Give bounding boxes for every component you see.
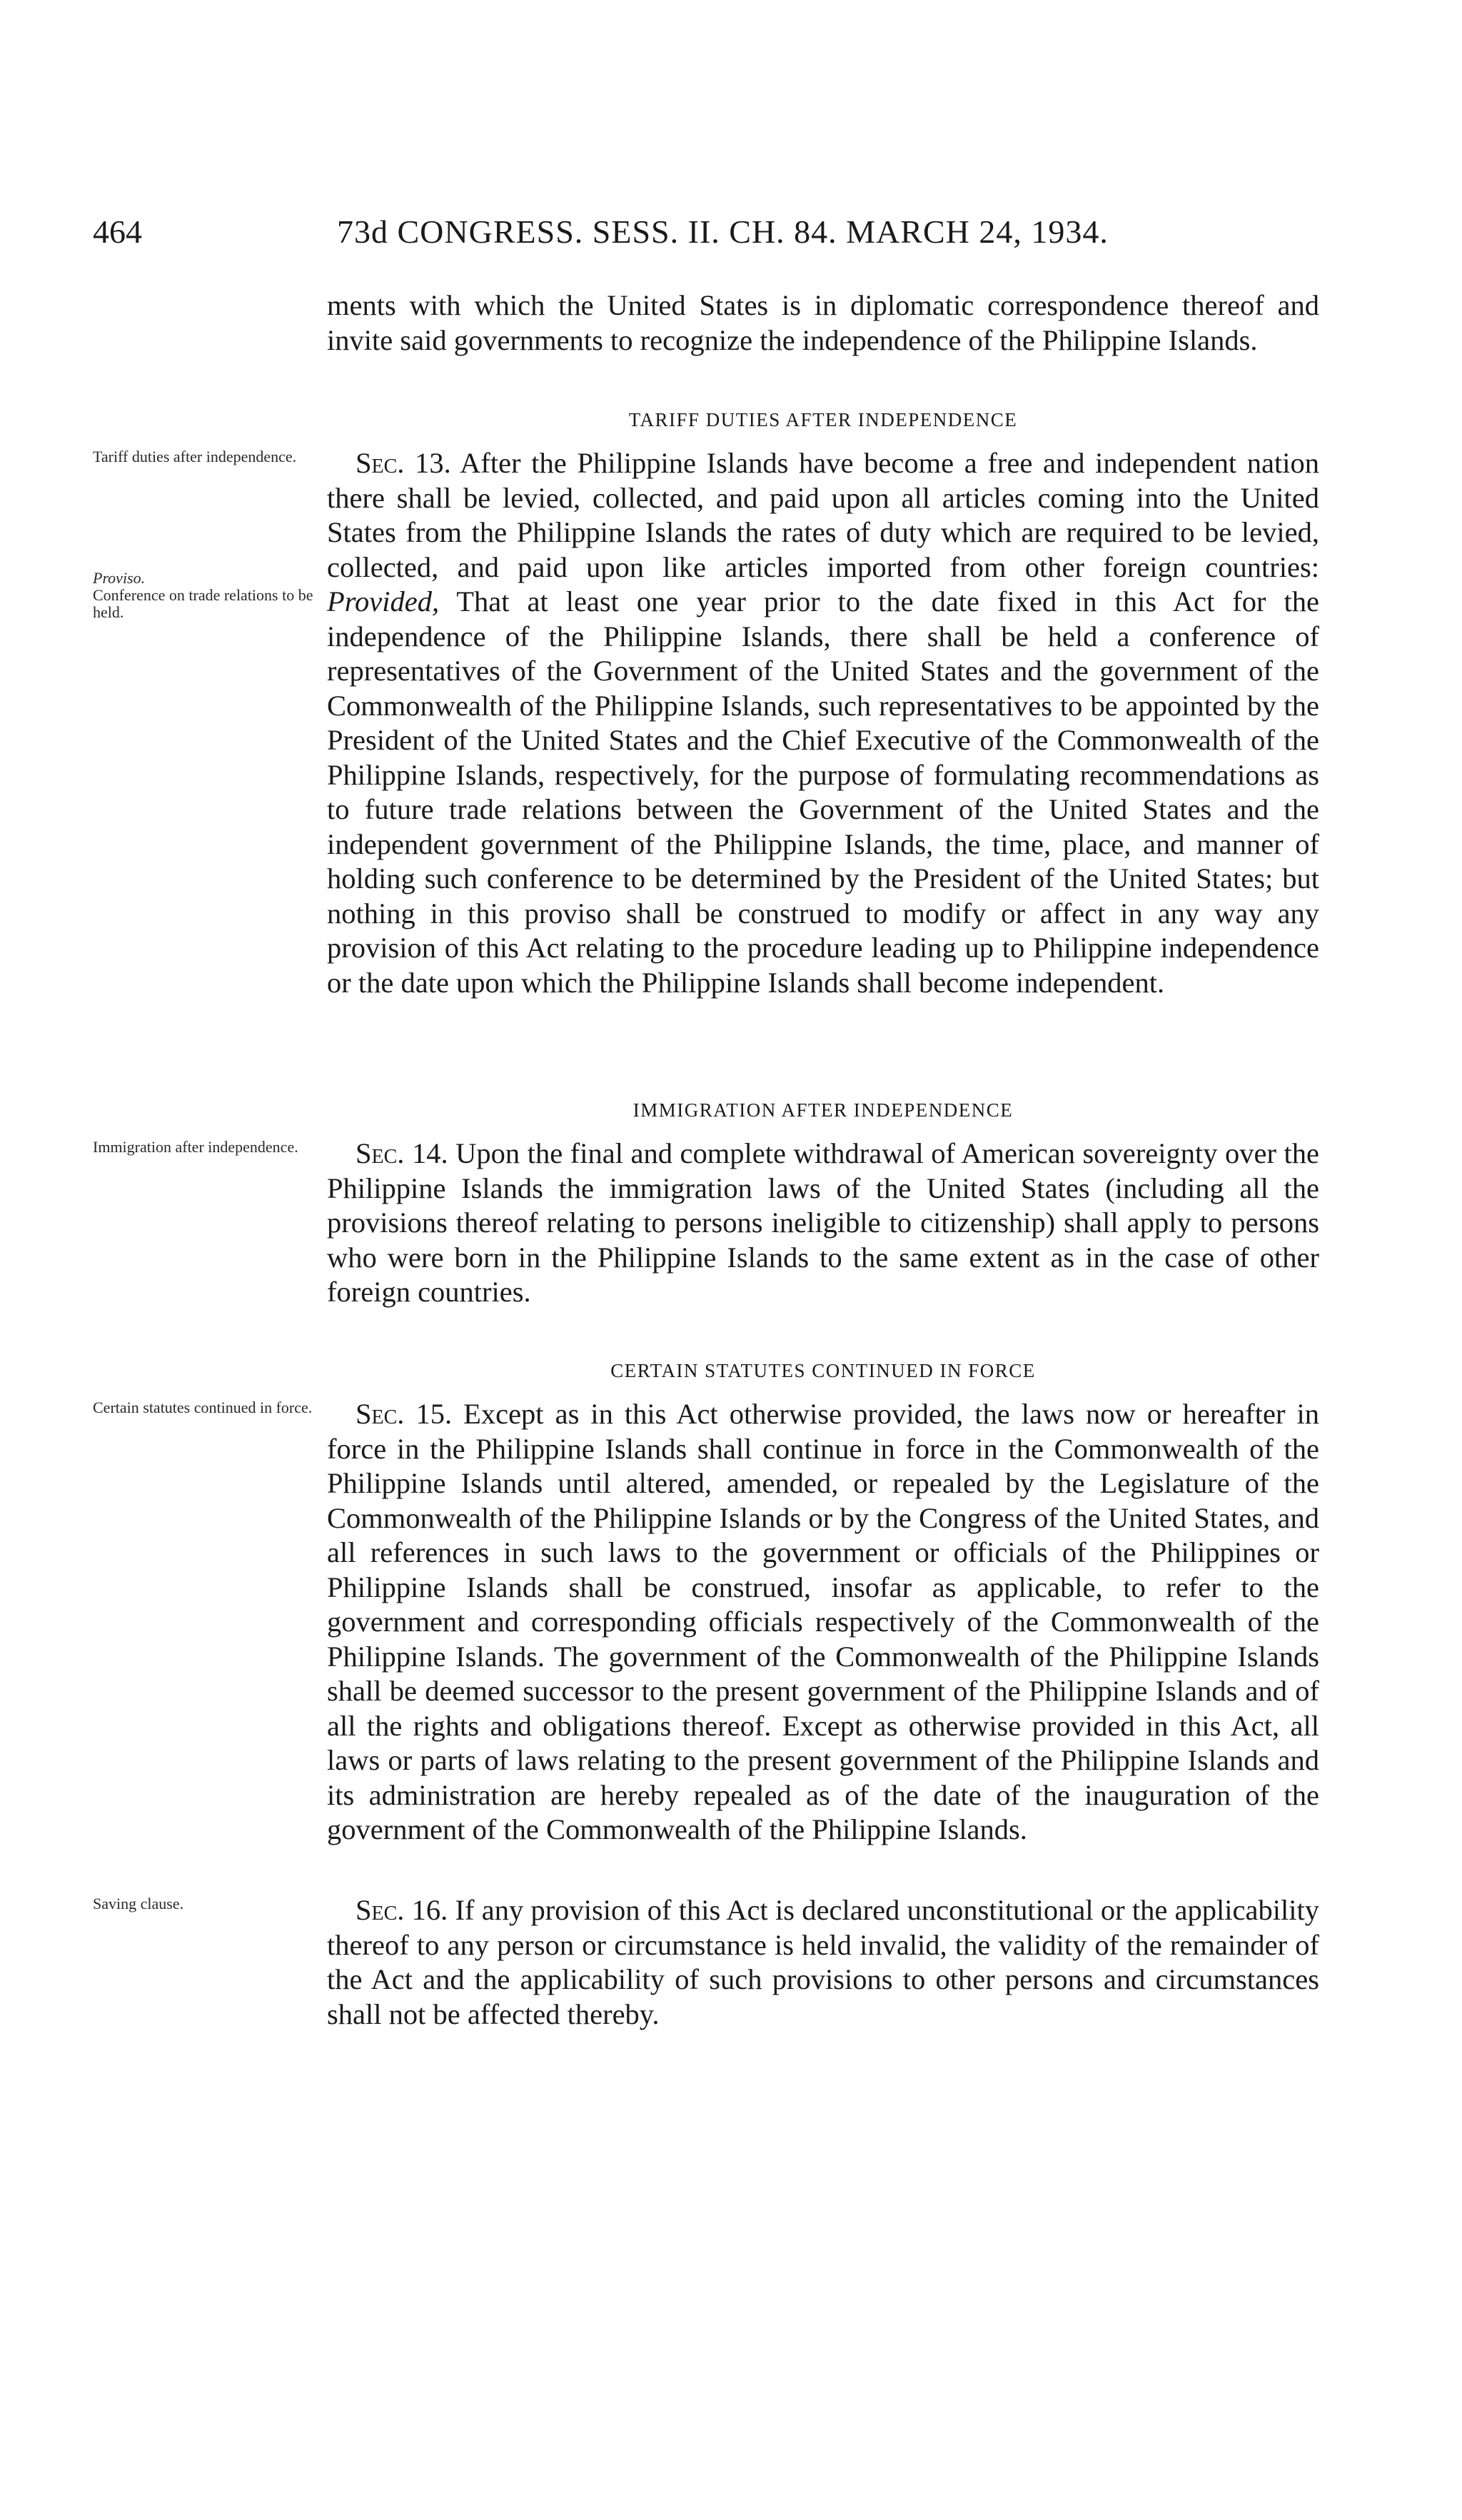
margin-note-tariff: [93, 448, 328, 465]
margin-note-conference-text: Conference on trade relations to be held.: [93, 586, 313, 621]
section-16-text: [327, 1893, 1319, 2032]
margin-note-proviso-label: Proviso.: [93, 569, 146, 587]
section-13-label: Sec. 13.: [356, 447, 451, 479]
running-head: 73d CONGRESS. SESS. II. CH. 84. MARCH 24, 1934.: [337, 213, 1109, 250]
margin-note-saving-text: Saving clause.: [93, 1895, 184, 1912]
section-13-text-a: After the Philippine Islands have become a free and independent nation there shall be levied, collected, and paid upon all articles coming into the United States from the Philippine Islands the rates of duty which are required to be levied, collected, and paid upon like articles imported from other foreign countries:: [327, 447, 1319, 583]
section-14-text: [327, 1136, 1319, 1310]
section-heading-statutes: CERTAIN STATUTES CONTINUED IN FORCE: [610, 1360, 1036, 1381]
margin-note-statutes-text: Certain statutes continued in force.: [93, 1398, 313, 1416]
page-number: 464: [93, 213, 142, 250]
section-13-paragraph: [327, 446, 1319, 1000]
section-15-body: Except as in this Act otherwise provided, the laws now or hereafter in force in the Philippine Islands shall continue in force in the Commonwealth of the Philippine Islands until altered, amended, or repealed by the Legislature of the Commonwealth of the Philippine Islands or by the Congress of the United States, and all references in such laws to the government or officials of the Philippines or Philippine Islands shall be construed, insofar as applicable, to refer to the government and corresponding officials respectively of the Commonwealth of the Philippine Islands. The government of the Commonwealth of the Philippine Islands shall be deemed successor to the present government of the Philippine Islands and of all the rights and obligations thereof. Except as otherwise provided in this Act, all laws or parts of laws relating to the present government of the Philippine Islands and its administration are hereby repealed as of the date of the inauguration of the government of the Commonwealth of the Philippine Islands.: [327, 1398, 1319, 1845]
page-header: [93, 213, 1371, 256]
section-13-provided: Provided,: [327, 585, 440, 618]
section-heading-immigration: IMMIGRATION AFTER INDEPENDENCE: [632, 1099, 1014, 1121]
section-14-paragraph: [327, 1136, 1319, 1310]
continuation-text: ments with which the United States is in diplomatic correspondence thereof and invite said governments to recognize the independence of the Philippine Islands.: [327, 289, 1319, 356]
section-16-paragraph: [327, 1893, 1319, 2032]
section-16-label: Sec. 16.: [356, 1894, 448, 1926]
section-15-text: [327, 1397, 1319, 1848]
section-13-text-b: That at least one year prior to the date fixed in this Act for the independence of the Philippine Islands, there shall be held a conference of representatives of the Government of the United States and the government of the Commonwealth of the Philippine Islands, such representatives to be appointed by the President of the United States and the Chief Executive of the Commonwealth of the Philippine Islands, respectively, for the purpose of formulating recommendations as to future trade relations between the Government of the United States and the independent government of the Philippine Islands, the time, place, and manner of holding such conference to be determined by the President of the United States; but nothing in this proviso shall be construed to modify or affect in any way any provision of this Act relating to the procedure leading up to Philippine independence or the date upon which the Philippine Islands shall become independent.: [327, 585, 1319, 999]
margin-note-statutes: [93, 1399, 328, 1416]
section-16-body: If any provision of this Act is declared unconstitutional or the applicability thereof to any person or circumstance is held invalid, the validity of the remainder of the Act and the applicability of such provisions to other persons and circumstances shall not be affected thereby.: [327, 1894, 1320, 2030]
section-15-label: Sec. 15.: [356, 1398, 453, 1430]
margin-note-tariff-text: Tariff duties after independence.: [93, 448, 297, 465]
section-heading-tariff: TARIFF DUTIES AFTER INDEPENDENCE: [628, 409, 1018, 430]
section-14-body: Upon the final and complete withdrawal of American sovereignty over the Philippine Islands the immigration laws of the United States (including all the provisions thereof relating to persons ineligible to citizenship) shall apply to persons who were born in the Philippine Islands to the same extent as in the case of other foreign countries.: [327, 1137, 1319, 1308]
section-13-text: [327, 446, 1319, 1000]
section-15-paragraph: [327, 1397, 1319, 1848]
margin-note-proviso: [93, 570, 328, 621]
margin-note-immigration: [93, 1139, 328, 1156]
margin-note-immigration-text: Immigration after independence.: [93, 1138, 298, 1156]
section-14-label: Sec. 14.: [356, 1137, 448, 1169]
margin-note-saving: [93, 1895, 328, 1912]
continuation-paragraph: [327, 288, 1319, 358]
